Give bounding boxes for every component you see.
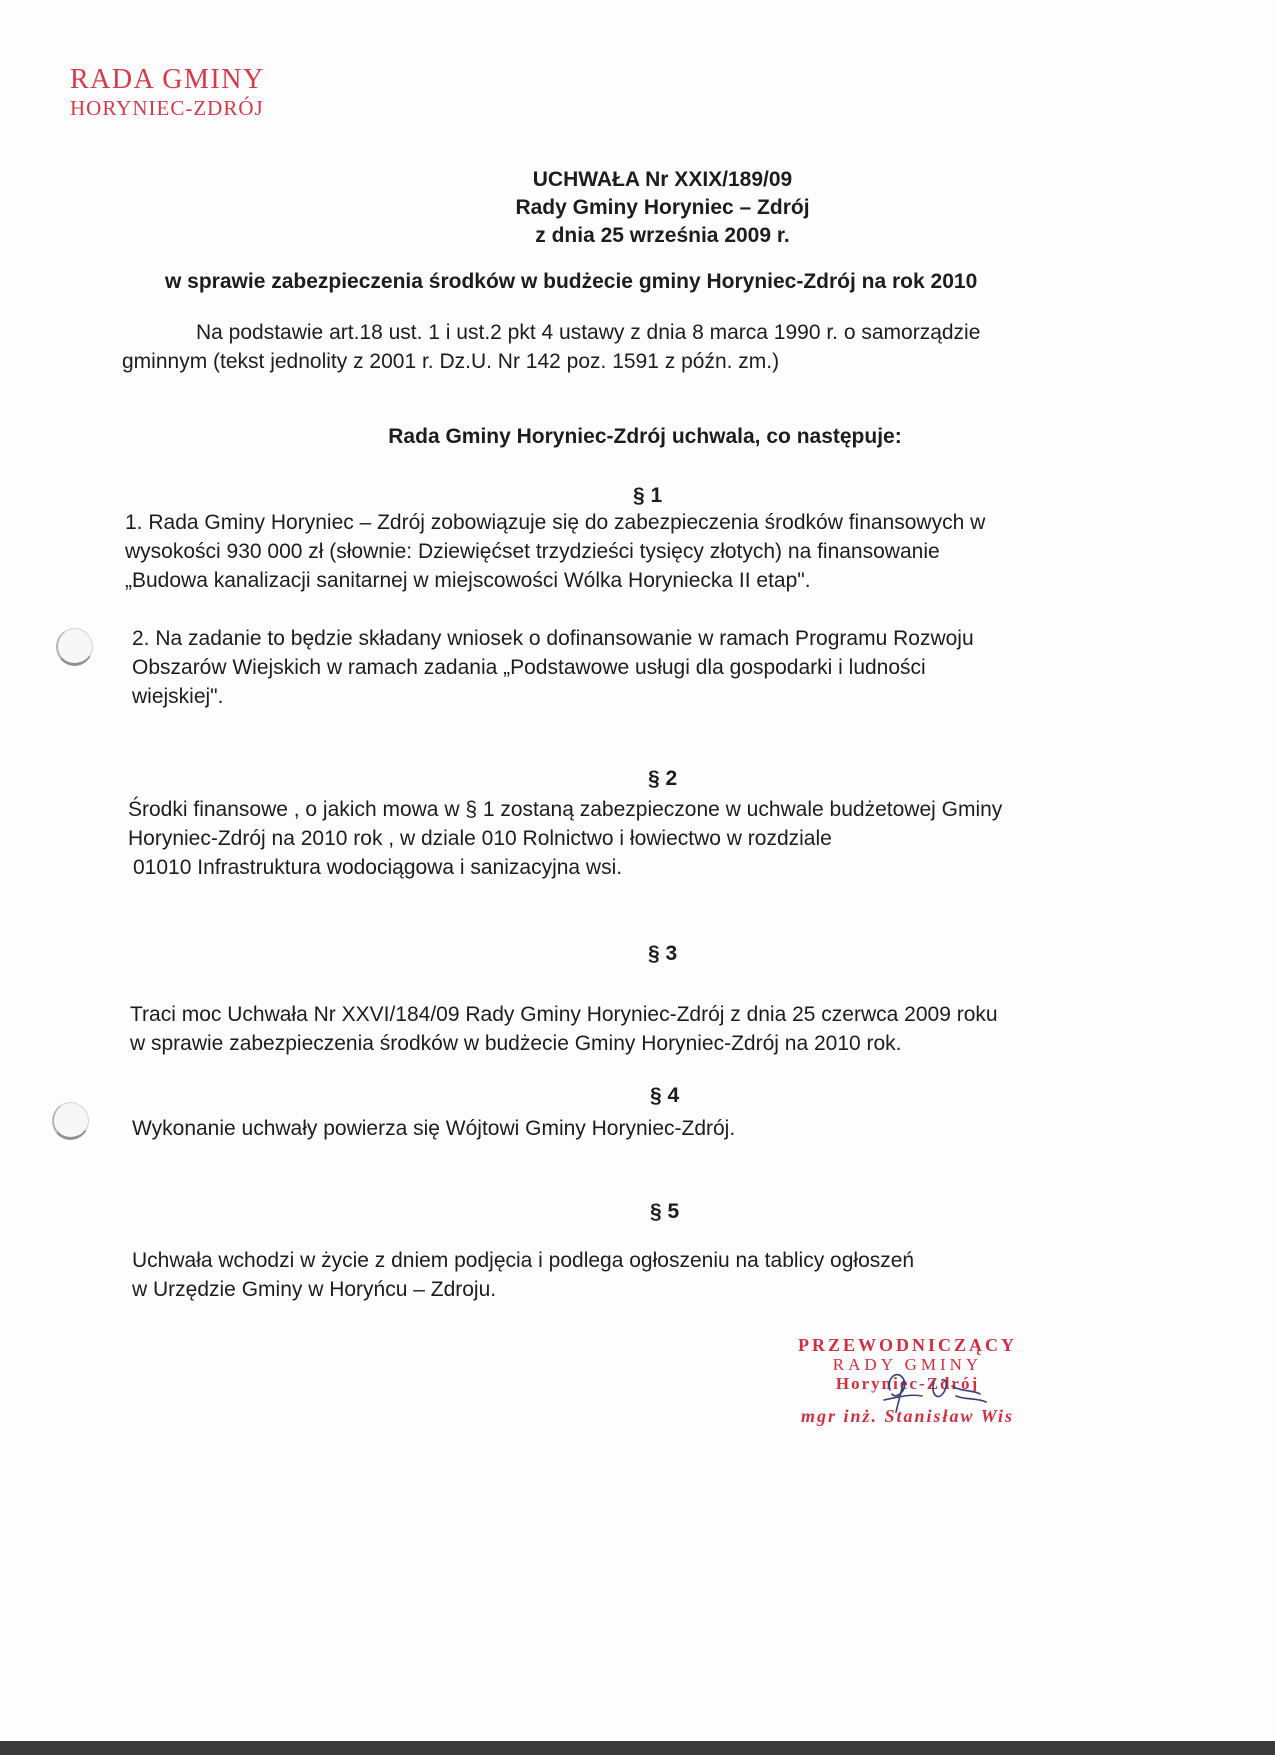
section-5-text <box>132 1246 1182 1304</box>
section-4-mark: § 4 <box>650 1084 680 1107</box>
stamp-line-council: RADA GMINY <box>70 64 265 95</box>
resolution-title <box>0 166 1275 250</box>
resolution-subject: w sprawie zabezpieczenia środków w budżecie gminy Horyniec-Zdrój na rok 2010 <box>165 270 978 293</box>
text-line: „Budowa kanalizacji sanitarnej w miejscowości Wólka Horyniecka II etap". <box>125 569 811 592</box>
legal-basis-line: gminnym (tekst jednolity z 2001 r. Dz.U. Nr 142 poz. 1591 z późn. zm.) <box>122 350 780 373</box>
scan-border <box>0 1741 1275 1755</box>
stamp-line-municipality: Horyniec-Zdrój <box>835 1374 980 1393</box>
text-line: wiejskiej". <box>132 685 224 708</box>
stamp-line-name: mgr inż. Stanisław Wis <box>800 1406 1015 1426</box>
resolution-date: z dnia 25 września 2009 r. <box>535 224 790 247</box>
section-1-mark: § 1 <box>633 484 663 507</box>
council-header-stamp <box>70 64 265 120</box>
resolves-heading: Rada Gminy Horyniec-Zdrój uchwala, co następuje: <box>388 425 902 448</box>
text-line: Wykonanie uchwały powierza się Wójtowi Gminy Horyniec-Zdrój. <box>132 1117 736 1140</box>
handwritten-signature <box>882 1360 992 1420</box>
text-line: Uchwała wchodzi w życie z dniem podjęcia i podlega ogłoszeniu na tablicy ogłoszeń <box>132 1249 915 1272</box>
text-line: Horyniec-Zdrój na 2010 rok , w dziale 010 Rolnictwo i łowiectwo w rozdziale <box>128 827 832 850</box>
text-line: Środki finansowe , o jakich mowa w § 1 zostaną zabezpieczone w uchwale budżetowej Gminy <box>128 798 1003 821</box>
text-line: 01010 Infrastruktura wodociągowa i sanizacyjna wsi. <box>133 856 623 879</box>
text-line: Obszarów Wiejskich w ramach zadania „Podstawowe usługi dla gospodarki i ludności <box>132 656 926 679</box>
punch-hole-mark <box>56 628 93 666</box>
section-1-paragraph-2 <box>132 624 1182 711</box>
text-line: wysokości 930 000 zł (słownie: Dziewięćset trzydzieści tysięcy złotych) na finansowanie <box>125 540 940 563</box>
section-3-text <box>130 1000 1180 1058</box>
text-line: w Urzędzie Gminy w Horyńcu – Zdroju. <box>132 1278 497 1301</box>
resolution-issuer: Rady Gminy Horyniec – Zdrój <box>515 196 810 219</box>
text-line: Traci moc Uchwała Nr XXVI/184/09 Rady Gminy Horyniec-Zdrój z dnia 25 czerwca 2009 roku <box>130 1003 998 1026</box>
punch-hole-mark <box>52 1102 89 1140</box>
text-line: 1. Rada Gminy Horyniec – Zdrój zobowiązuje się do zabezpieczenia środków finansowych w <box>125 511 986 534</box>
legal-basis-line: Na podstawie art.18 ust. 1 i ust.2 pkt 4 ustawy z dnia 8 marca 1990 r. o samorządzie <box>196 321 981 344</box>
section-2-mark: § 2 <box>648 767 678 790</box>
stamp-line-title: PRZEWODNICZĄCY <box>798 1335 1018 1355</box>
section-2-text <box>128 795 1178 882</box>
stamp-line-council: RADY GMINY <box>832 1355 983 1374</box>
text-line: w sprawie zabezpieczenia środków w budżecie Gminy Horyniec-Zdrój na 2010 rok. <box>130 1032 902 1055</box>
legal-basis <box>122 318 1172 376</box>
section-5-mark: § 5 <box>650 1200 680 1223</box>
section-3-mark: § 3 <box>648 942 678 965</box>
stamp-line-municipality: HORYNIEC-ZDRÓJ <box>70 96 264 121</box>
resolution-number: UCHWAŁA Nr XXIX/189/09 <box>532 168 793 191</box>
text-line: 2. Na zadanie to będzie składany wniosek o dofinansowanie w ramach Programu Rozwoju <box>132 627 974 650</box>
section-4-text <box>132 1114 1182 1143</box>
section-1-paragraph-1 <box>125 508 1175 595</box>
